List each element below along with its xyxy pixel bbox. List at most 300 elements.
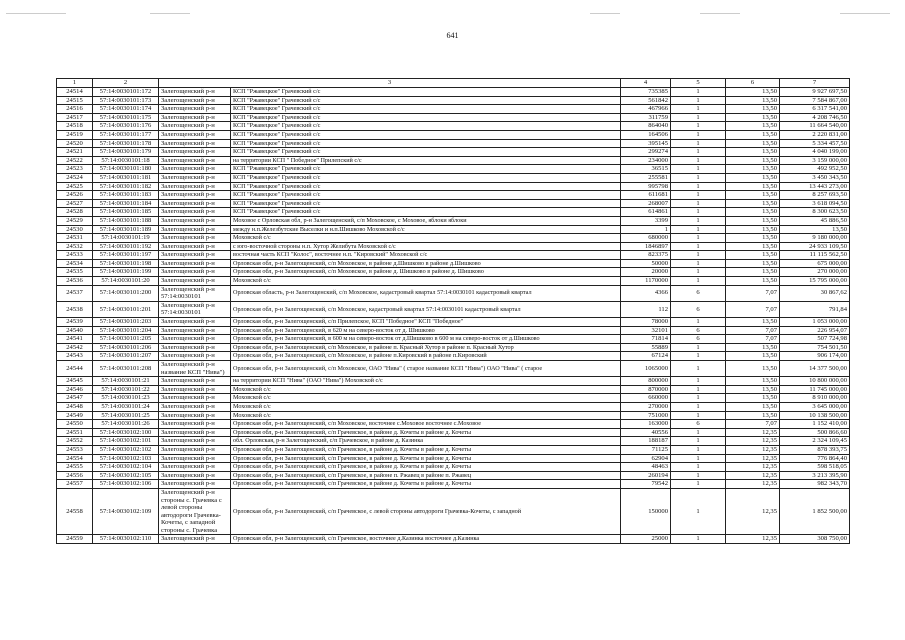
cell-cadastral: 57:14:0030101:188: [93, 216, 159, 225]
cell-rate: 13,50: [726, 216, 780, 225]
cell-address: КСП "Ржавецкое" Грачевский с/с: [231, 105, 621, 114]
cell-area: 164506: [621, 130, 671, 139]
cell-area: 270000: [621, 402, 671, 411]
cell-address: Моховской с/с: [231, 234, 621, 243]
cell-rate: 13,50: [726, 122, 780, 131]
cell-address: Орловская обл, р-н Залегощенский, с/п Грачевское, в районе д. Кочеты в районе д. Кочеты: [231, 428, 621, 437]
cell-area: 78000: [621, 318, 671, 327]
cell-value: 11 664 540,00: [780, 122, 850, 131]
header-cell: 5: [671, 79, 726, 88]
cell-district: Залегощенский р-н: [159, 130, 231, 139]
cell-area: 680000: [621, 234, 671, 243]
cell-category: 1: [671, 488, 726, 535]
table-row: [57, 130, 850, 139]
cell-value: 226 954,07: [780, 326, 850, 335]
cell-area: 4366: [621, 285, 671, 301]
cell-rate: 12,35: [726, 428, 780, 437]
cell-value: 878 393,75: [780, 445, 850, 454]
cell-cadastral: 57:14:0030101:23: [93, 394, 159, 403]
cell-category: 1: [671, 182, 726, 191]
table-row: [57, 454, 850, 463]
table-row: [57, 277, 850, 286]
cell-area: 870000: [621, 385, 671, 394]
cell-address: КСП "Ржавецкое" Грачевский с/с: [231, 113, 621, 122]
cell-address: КСП "Ржавецкое" Грачевский с/с: [231, 148, 621, 157]
cell-category: 1: [671, 199, 726, 208]
cell-area: 55889: [621, 343, 671, 352]
cell-number: 24557: [57, 480, 93, 489]
table-row: [57, 173, 850, 182]
cell-area: 1: [621, 225, 671, 234]
cell-number: 24546: [57, 385, 93, 394]
table-row: [57, 385, 850, 394]
cell-number: 24549: [57, 411, 93, 420]
cell-cadastral: 57:14:0030102:102: [93, 445, 159, 454]
cell-value: 270 000,00: [780, 268, 850, 277]
cell-cadastral: 57:14:0030101:192: [93, 242, 159, 251]
cell-address: КСП "Ржавецкое" Грачевский с/с: [231, 199, 621, 208]
cell-cadastral: 57:14:0030101:178: [93, 139, 159, 148]
cell-number: 24527: [57, 199, 93, 208]
cell-number: 24558: [57, 488, 93, 535]
cell-area: 299274: [621, 148, 671, 157]
cell-cadastral: 57:14:0030101:204: [93, 326, 159, 335]
cell-value: 982 343,70: [780, 480, 850, 489]
table-row: [57, 251, 850, 260]
cell-address: КСП "Ржавецкое" Грачевский с/с: [231, 139, 621, 148]
cell-number: 24544: [57, 361, 93, 377]
cell-district: Залегощенский р-н: [159, 411, 231, 420]
header-cell: 4: [621, 79, 671, 88]
cell-category: 1: [671, 277, 726, 286]
cell-address: Моховской с/с: [231, 411, 621, 420]
cell-category: 1: [671, 225, 726, 234]
cell-number: 24547: [57, 394, 93, 403]
table-row: [57, 301, 850, 317]
cell-value: 8 300 623,50: [780, 208, 850, 217]
cell-value: 791,84: [780, 301, 850, 317]
cell-cadastral: 57:14:0030101:21: [93, 377, 159, 386]
table-row: [57, 199, 850, 208]
cell-district: Залегощенский р-н: [159, 445, 231, 454]
table-row: [57, 463, 850, 472]
cell-number: 24545: [57, 377, 93, 386]
cell-rate: 7,07: [726, 285, 780, 301]
cell-district: Залегощенский р-н: [159, 428, 231, 437]
cell-rate: 12,35: [726, 488, 780, 535]
table-row: [57, 420, 850, 429]
cell-number: 24534: [57, 259, 93, 268]
cell-number: 24553: [57, 445, 93, 454]
cell-category: 1: [671, 173, 726, 182]
cell-category: 1: [671, 361, 726, 377]
table-row: [57, 318, 850, 327]
table-row: [57, 535, 850, 544]
cell-number: 24530: [57, 225, 93, 234]
cell-category: 1: [671, 480, 726, 489]
cell-district: Залегощенский р-н: [159, 251, 231, 260]
cell-number: 24554: [57, 454, 93, 463]
table-row: [57, 268, 850, 277]
cell-category: 6: [671, 301, 726, 317]
cell-area: 234000: [621, 156, 671, 165]
cell-district: Залегощенский р-н: [159, 463, 231, 472]
cell-rate: 13,50: [726, 96, 780, 105]
cell-area: 20000: [621, 268, 671, 277]
cell-category: 1: [671, 268, 726, 277]
cell-category: 1: [671, 343, 726, 352]
cell-address: Орловская обл, р-н Залегощенский, с/п Прилепское, КСП "Победное" КСП "Победное": [231, 318, 621, 327]
cell-address: на территории КСП "Нива" (ОАО "Нива") Моховской с/с: [231, 377, 621, 386]
cell-address: КСП "Ржавецкое" Грачевский с/с: [231, 130, 621, 139]
cell-district: Залегощенский р-н название КСП "Нива"): [159, 361, 231, 377]
cell-value: 776 864,40: [780, 454, 850, 463]
header-row: [57, 79, 850, 88]
cell-cadastral: 57:14:0030101:207: [93, 352, 159, 361]
cell-district: Залегощенский р-н стороны с. Грачевка с левой стороны автодороги Грачевка-Кочеты, с западной стороны с. Грачевка: [159, 488, 231, 535]
cell-number: 24542: [57, 343, 93, 352]
table-row: [57, 165, 850, 174]
cell-number: 24543: [57, 352, 93, 361]
cell-number: 24532: [57, 242, 93, 251]
cell-cadastral: 57:14:0030102:103: [93, 454, 159, 463]
cell-value: 13 443 273,00: [780, 182, 850, 191]
cell-number: 24525: [57, 182, 93, 191]
cell-address: с юго-восточной стороны н.п. Хутор Желибута Моховской с/с: [231, 242, 621, 251]
cell-value: 3 159 000,00: [780, 156, 850, 165]
scan-mark: [6, 13, 66, 14]
table-row: [57, 225, 850, 234]
cell-cadastral: 57:14:0030101:206: [93, 343, 159, 352]
cell-category: 1: [671, 165, 726, 174]
cell-rate: 12,35: [726, 480, 780, 489]
cell-value: 3 213 395,90: [780, 471, 850, 480]
cell-district: Залегощенский р-н: [159, 277, 231, 286]
table-row: [57, 480, 850, 489]
cell-category: 1: [671, 402, 726, 411]
cell-cadastral: 57:14:0030101:182: [93, 182, 159, 191]
cell-value: 2 324 109,45: [780, 437, 850, 446]
cell-district: Залегощенский р-н: [159, 216, 231, 225]
cell-area: 62904: [621, 454, 671, 463]
registry-table: [56, 78, 850, 544]
table-row: [57, 352, 850, 361]
cell-category: 1: [671, 105, 726, 114]
cell-address: Орловская обл, р-н Залегощенский, с/п Моховское, восточнее с.Моховое восточнее с.Моховое: [231, 420, 621, 429]
cell-district: Залегощенский р-н: [159, 148, 231, 157]
cell-cadastral: 57:14:0030101:200: [93, 285, 159, 301]
cell-category: 6: [671, 285, 726, 301]
cell-rate: 13,50: [726, 88, 780, 97]
cell-value: 906 174,00: [780, 352, 850, 361]
cell-cadastral: 57:14:0030102:104: [93, 463, 159, 472]
cell-area: 311759: [621, 113, 671, 122]
cell-number: 24556: [57, 471, 93, 480]
cell-area: 611681: [621, 191, 671, 200]
cell-district: Залегощенский р-н: [159, 385, 231, 394]
cell-category: 6: [671, 335, 726, 344]
cell-value: 675 000,00: [780, 259, 850, 268]
table-row: [57, 113, 850, 122]
cell-address: КСП "Ржавецкое" Грачевский с/с: [231, 165, 621, 174]
cell-rate: 13,50: [726, 242, 780, 251]
cell-cadastral: 57:14:0030102:109: [93, 488, 159, 535]
cell-address: Орловская обл, р-н Залегощенский, с/п Моховское, в районе п.Кировский в районе п.Кировский: [231, 352, 621, 361]
cell-address: восточная часть КСП "Колос", восточнее н.п. "Кировский" Моховской с/с: [231, 251, 621, 260]
cell-rate: 13,50: [726, 113, 780, 122]
cell-rate: 12,35: [726, 437, 780, 446]
cell-value: 2 220 831,00: [780, 130, 850, 139]
cell-number: 24514: [57, 88, 93, 97]
cell-rate: 13,50: [726, 156, 780, 165]
cell-rate: 7,07: [726, 301, 780, 317]
cell-value: 507 724,98: [780, 335, 850, 344]
cell-category: 1: [671, 216, 726, 225]
cell-area: 36515: [621, 165, 671, 174]
cell-district: Залегощенский р-н: [159, 480, 231, 489]
cell-area: 79542: [621, 480, 671, 489]
cell-address: Орловская обл, р-н Залегощенский, с/п Грачевское, с левой стороны автодороги Грачевка-Кочеты, с западной: [231, 488, 621, 535]
cell-number: 24521: [57, 148, 93, 157]
table-row: [57, 361, 850, 377]
cell-value: 45 886,50: [780, 216, 850, 225]
cell-number: 24541: [57, 335, 93, 344]
cell-area: 1846897: [621, 242, 671, 251]
cell-rate: 13,50: [726, 385, 780, 394]
cell-district: Залегощенский р-н: [159, 105, 231, 114]
cell-district: Залегощенский р-н: [159, 122, 231, 131]
table-row: [57, 234, 850, 243]
cell-address: КСП "Ржавецкое" Грачевский с/с: [231, 122, 621, 131]
table-row: [57, 122, 850, 131]
cell-number: 24526: [57, 191, 93, 200]
cell-district: Залегощенский р-н: [159, 88, 231, 97]
cell-value: 308 750,00: [780, 535, 850, 544]
cell-area: 823375: [621, 251, 671, 260]
cell-cadastral: 57:14:0030101:203: [93, 318, 159, 327]
cell-address: Моховое с Орловская обл, р-н Залегощенский, с/п Моховское, с Моховое, яблоки яблоки: [231, 216, 621, 225]
cell-category: 1: [671, 251, 726, 260]
cell-address: Орловская обл, р-н Залегощенский, в 620 м на северо-восток от д. Шишково: [231, 326, 621, 335]
table-row: [57, 259, 850, 268]
cell-district: Залегощенский р-н: [159, 182, 231, 191]
cell-rate: 13,50: [726, 251, 780, 260]
table-row: [57, 335, 850, 344]
cell-address: Орловская обл, р-н Залегощенский, с/п Моховское, в районе п. Красный Хутор в районе п. Красный Хутор: [231, 343, 621, 352]
cell-district: Залегощенский р-н: [159, 225, 231, 234]
header-cell: 3: [159, 79, 621, 88]
cell-area: 995798: [621, 182, 671, 191]
cell-area: 395145: [621, 139, 671, 148]
cell-area: 1170000: [621, 277, 671, 286]
cell-area: 260194: [621, 471, 671, 480]
cell-district: Залегощенский р-н: [159, 113, 231, 122]
cell-number: 24552: [57, 437, 93, 446]
cell-district: Залегощенский р-н: [159, 471, 231, 480]
cell-rate: 13,50: [726, 199, 780, 208]
cell-category: 1: [671, 535, 726, 544]
cell-category: 1: [671, 259, 726, 268]
cell-category: 6: [671, 420, 726, 429]
cell-address: КСП "Ржавецкое" Грачевский с/с: [231, 208, 621, 217]
cell-district: Залегощенский р-н 57:14:0030101: [159, 285, 231, 301]
cell-category: 1: [671, 445, 726, 454]
cell-area: 112: [621, 301, 671, 317]
cell-district: Залегощенский р-н: [159, 156, 231, 165]
cell-rate: 12,35: [726, 454, 780, 463]
cell-rate: 13,50: [726, 402, 780, 411]
page-number: 641: [446, 31, 459, 40]
cell-cadastral: 57:14:0030101:205: [93, 335, 159, 344]
cell-area: 864040: [621, 122, 671, 131]
cell-rate: 13,50: [726, 277, 780, 286]
cell-cadastral: 57:14:0030101:25: [93, 411, 159, 420]
cell-cadastral: 57:14:0030101:199: [93, 268, 159, 277]
cell-category: 1: [671, 156, 726, 165]
cell-rate: 13,50: [726, 165, 780, 174]
cell-rate: 13,50: [726, 411, 780, 420]
cell-number: 24538: [57, 301, 93, 317]
cell-number: 24539: [57, 318, 93, 327]
cell-area: 188187: [621, 437, 671, 446]
cell-district: Залегощенский р-н: [159, 343, 231, 352]
table-row: [57, 285, 850, 301]
cell-value: 4 208 746,50: [780, 113, 850, 122]
cell-rate: 13,50: [726, 259, 780, 268]
cell-rate: 13,50: [726, 377, 780, 386]
table-body: [57, 88, 850, 544]
cell-address: Моховской с/с: [231, 385, 621, 394]
cell-value: 5 334 457,50: [780, 139, 850, 148]
cell-area: 735385: [621, 88, 671, 97]
cell-number: 24517: [57, 113, 93, 122]
cell-rate: 13,50: [726, 130, 780, 139]
cell-address: Моховской с/с: [231, 394, 621, 403]
cell-cadastral: 57:14:0030101:181: [93, 173, 159, 182]
cell-rate: 13,50: [726, 225, 780, 234]
cell-category: 1: [671, 208, 726, 217]
cell-category: 1: [671, 471, 726, 480]
cell-district: Залегощенский р-н: [159, 437, 231, 446]
cell-cadastral: 57:14:0030101:22: [93, 385, 159, 394]
cell-cadastral: 57:14:0030101:26: [93, 420, 159, 429]
cell-value: 10 138 500,00: [780, 411, 850, 420]
cell-rate: 13,50: [726, 148, 780, 157]
cell-area: 50000: [621, 259, 671, 268]
cell-rate: 13,50: [726, 361, 780, 377]
cell-district: Залегощенский р-н: [159, 335, 231, 344]
cell-area: 800000: [621, 377, 671, 386]
table-row: [57, 216, 850, 225]
cell-rate: 13,50: [726, 268, 780, 277]
cell-area: 268007: [621, 199, 671, 208]
cell-cadastral: 57:14:0030102:110: [93, 535, 159, 544]
table-row: [57, 326, 850, 335]
cell-cadastral: 57:14:0030101:201: [93, 301, 159, 317]
cell-value: 3 618 094,50: [780, 199, 850, 208]
cell-address: Орловская обл, р-н Залегощенский, с/п Грачевское, в районе д. Кочеты в районе д. Кочеты: [231, 454, 621, 463]
cell-district: Залегощенский р-н: [159, 242, 231, 251]
cell-number: 24555: [57, 463, 93, 472]
cell-category: 1: [671, 191, 726, 200]
cell-value: 10 800 000,00: [780, 377, 850, 386]
cell-address: Орловская обл, р-н Залегощенский, с/п Грачевское, в районе п. Ржавец в районе п. Ржавец: [231, 471, 621, 480]
table-row: [57, 394, 850, 403]
cell-value: 1 053 000,00: [780, 318, 850, 327]
cell-area: 32101: [621, 326, 671, 335]
cell-category: 1: [671, 130, 726, 139]
cell-rate: 13,50: [726, 173, 780, 182]
table-row: [57, 411, 850, 420]
cell-district: Залегощенский р-н: [159, 96, 231, 105]
cell-rate: 13,50: [726, 191, 780, 200]
header-cell: 6: [726, 79, 780, 88]
cell-category: 1: [671, 234, 726, 243]
table-row: [57, 488, 850, 535]
cell-value: 9 927 697,50: [780, 88, 850, 97]
table-row: [57, 105, 850, 114]
cell-category: 1: [671, 318, 726, 327]
cell-area: 71125: [621, 445, 671, 454]
cell-category: 1: [671, 463, 726, 472]
cell-district: Залегощенский р-н: [159, 259, 231, 268]
cell-rate: 13,50: [726, 234, 780, 243]
cell-address: Орловская обл, р-н Залегощенский, с/п Моховское, кадастровый квартал 57:14:0030101 кадастровый квартал: [231, 301, 621, 317]
cell-value: 13,50: [780, 225, 850, 234]
cell-district: Залегощенский р-н: [159, 199, 231, 208]
cell-address: КСП "Ржавецкое" Грачевский с/с: [231, 191, 621, 200]
cell-address: Орловская обл, р-н Залегощенский, с/п Моховское, в районе д. Шишково в районе д. Шишково: [231, 268, 621, 277]
cell-value: 598 518,05: [780, 463, 850, 472]
cell-value: 500 866,60: [780, 428, 850, 437]
cell-rate: 13,50: [726, 352, 780, 361]
cell-value: 3 645 000,00: [780, 402, 850, 411]
cell-area: 48463: [621, 463, 671, 472]
cell-value: 14 377 500,00: [780, 361, 850, 377]
cell-address: Орловская обл, р-н Залегощенский, с/п Грачевское, в районе д. Кочеты в районе д. Кочеты: [231, 445, 621, 454]
cell-category: 1: [671, 437, 726, 446]
cell-district: Залегощенский р-н: [159, 268, 231, 277]
cell-cadastral: 57:14:0030101:24: [93, 402, 159, 411]
cell-value: 1 152 410,00: [780, 420, 850, 429]
cell-district: Залегощенский р-н: [159, 420, 231, 429]
cell-district: Залегощенский р-н: [159, 377, 231, 386]
table-row: [57, 156, 850, 165]
cell-district: Залегощенский р-н: [159, 191, 231, 200]
cell-value: 15 795 000,00: [780, 277, 850, 286]
cell-rate: 13,50: [726, 394, 780, 403]
cell-rate: 13,50: [726, 208, 780, 217]
table-row: [57, 191, 850, 200]
cell-cadastral: 57:14:0030101:180: [93, 165, 159, 174]
cell-area: 1065000: [621, 361, 671, 377]
table-row: [57, 139, 850, 148]
cell-value: 6 317 541,00: [780, 105, 850, 114]
cell-district: Залегощенский р-н: [159, 326, 231, 335]
cell-category: 1: [671, 122, 726, 131]
cell-rate: 12,35: [726, 471, 780, 480]
cell-category: 6: [671, 326, 726, 335]
cell-address: КСП "Ржавецкое" Грачевский с/с: [231, 173, 621, 182]
cell-rate: 13,50: [726, 182, 780, 191]
table-row: [57, 182, 850, 191]
cell-category: 1: [671, 139, 726, 148]
cell-address: Орловская обл, р-н Залегощенский, с/п Грачевское, восточнее д.Казинка восточнее д.Казинка: [231, 535, 621, 544]
cell-number: 24535: [57, 268, 93, 277]
cell-cadastral: 57:14:0030102:106: [93, 480, 159, 489]
cell-area: 660000: [621, 394, 671, 403]
cell-category: 1: [671, 377, 726, 386]
